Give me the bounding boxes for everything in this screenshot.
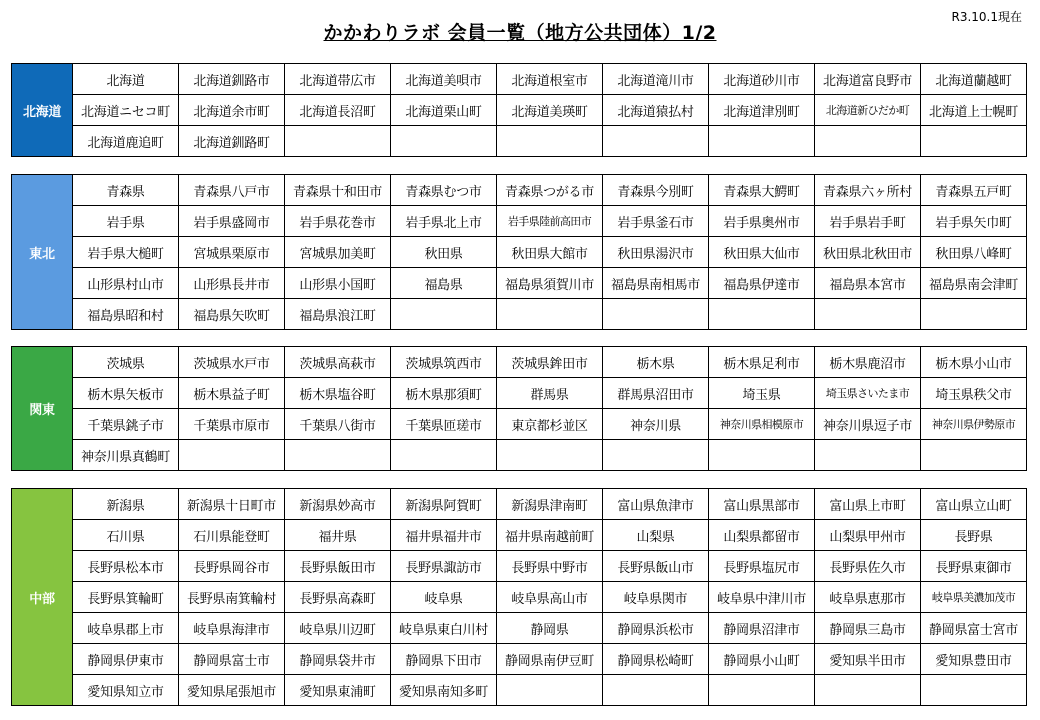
member-cell: 北海道滝川市 [603,64,709,95]
empty-cell [921,675,1027,706]
member-cell: 岩手県 [73,206,179,237]
table-row [12,409,1027,440]
empty-cell [815,675,921,706]
member-cell: 長野県飯山市 [603,551,709,582]
member-cell: 秋田県大館市 [497,237,603,268]
member-cell: 秋田県 [391,237,497,268]
member-cell: 神奈川県真鶴町 [73,440,179,471]
member-cell: 富山県黒部市 [709,489,815,520]
member-cell: 静岡県松崎町 [603,644,709,675]
member-cell: 岐阜県高山市 [497,582,603,613]
member-cell: 青森県つがる市 [497,175,603,206]
as-of-date: R3.10.1現在 [951,10,1022,24]
empty-cell [921,440,1027,471]
member-cell: 栃木県那須町 [391,378,497,409]
member-cell: 北海道ニセコ町 [73,95,179,126]
member-cell: 青森県六ヶ所村 [815,175,921,206]
member-cell: 北海道砂川市 [709,64,815,95]
member-cell: 岩手県釜石市 [603,206,709,237]
table-row [12,613,1027,644]
member-cell: 栃木県鹿沼市 [815,347,921,378]
member-cell: 北海道鹿追町 [73,126,179,157]
member-cell: 静岡県 [497,613,603,644]
member-cell: 東京都杉並区 [497,409,603,440]
member-cell: 岐阜県中津川市 [709,582,815,613]
member-cell: 千葉県銚子市 [73,409,179,440]
member-cell: 秋田県八峰町 [921,237,1027,268]
table-row [12,520,1027,551]
region-table-chubu [11,488,1027,706]
member-cell: 静岡県富士市 [179,644,285,675]
member-cell: 青森県 [73,175,179,206]
empty-cell [815,126,921,157]
member-cell: 北海道上士幌町 [921,95,1027,126]
table-row [12,64,1027,95]
member-cell: 山梨県甲州市 [815,520,921,551]
member-cell: 福島県須賀川市 [497,268,603,299]
member-cell: 青森県十和田市 [285,175,391,206]
empty-cell [391,299,497,330]
member-cell: 長野県高森町 [285,582,391,613]
table-row [12,675,1027,706]
member-cell: 埼玉県秩父市 [921,378,1027,409]
member-cell: 北海道栗山町 [391,95,497,126]
region-table-hokkaido [11,63,1027,157]
member-cell: 茨城県 [73,347,179,378]
member-cell: 秋田県大仙市 [709,237,815,268]
member-cell: 新潟県 [73,489,179,520]
member-cell: 山梨県 [603,520,709,551]
table-row [12,347,1027,378]
member-cell: 福島県南相馬市 [603,268,709,299]
table-row [12,299,1027,330]
member-cell: 神奈川県 [603,409,709,440]
empty-cell [709,675,815,706]
region-label-chubu: 中部 [12,489,73,706]
member-cell: 福島県伊達市 [709,268,815,299]
member-cell: 山形県小国町 [285,268,391,299]
member-cell: 静岡県浜松市 [603,613,709,644]
member-cell: 神奈川県逗子市 [815,409,921,440]
member-cell: 北海道津別町 [709,95,815,126]
member-cell: 秋田県湯沢市 [603,237,709,268]
table-row [12,175,1027,206]
member-cell: 北海道長沼町 [285,95,391,126]
empty-cell [921,299,1027,330]
member-cell: 宮城県栗原市 [179,237,285,268]
table-row [12,378,1027,409]
member-cell: 静岡県小山町 [709,644,815,675]
empty-cell [497,126,603,157]
member-cell: 岐阜県郡上市 [73,613,179,644]
member-cell: 静岡県三島市 [815,613,921,644]
table-row [12,95,1027,126]
empty-cell [391,126,497,157]
empty-cell [497,299,603,330]
empty-cell [603,440,709,471]
member-cell: 静岡県伊東市 [73,644,179,675]
region-label-tohoku: 東北 [12,175,73,330]
member-cell: 長野県中野市 [497,551,603,582]
member-cell: 茨城県高萩市 [285,347,391,378]
member-cell: 北海道根室市 [497,64,603,95]
member-cell: 長野県南箕輪村 [179,582,285,613]
member-cell: 北海道釧路市 [179,64,285,95]
member-cell: 岩手県陸前高田市 [497,206,603,237]
member-cell: 北海道美瑛町 [497,95,603,126]
member-cell: 山形県長井市 [179,268,285,299]
member-cell: 茨城県筑西市 [391,347,497,378]
member-cell: 北海道余市町 [179,95,285,126]
member-cell: 千葉県匝瑳市 [391,409,497,440]
member-cell: 北海道富良野市 [815,64,921,95]
empty-cell [179,440,285,471]
member-cell: 岐阜県美濃加茂市 [921,582,1027,613]
member-cell: 新潟県十日町市 [179,489,285,520]
member-cell: 岐阜県海津市 [179,613,285,644]
member-cell: 岩手県花巻市 [285,206,391,237]
member-cell: 富山県立山町 [921,489,1027,520]
member-cell: 長野県 [921,520,1027,551]
member-cell: 岐阜県関市 [603,582,709,613]
member-cell: 新潟県津南町 [497,489,603,520]
member-cell: 福島県昭和村 [73,299,179,330]
empty-cell [497,675,603,706]
page-title: かかわりラボ 会員一覧（地方公共団体）1/2 [323,22,717,44]
empty-cell [709,126,815,157]
member-cell: 群馬県 [497,378,603,409]
member-cell: 北海道新ひだか町 [815,95,921,126]
member-cell: 山梨県都留市 [709,520,815,551]
member-cell: 岐阜県恵那市 [815,582,921,613]
member-cell: 秋田県北秋田市 [815,237,921,268]
table-row [12,126,1027,157]
empty-cell [815,440,921,471]
member-cell: 福井県福井市 [391,520,497,551]
empty-cell [285,440,391,471]
member-cell: 岐阜県 [391,582,497,613]
region-table-tohoku [11,174,1027,330]
member-cell: 石川県 [73,520,179,551]
table-row [12,440,1027,471]
member-cell: 群馬県沼田市 [603,378,709,409]
member-cell: 長野県佐久市 [815,551,921,582]
member-cell: 岩手県矢巾町 [921,206,1027,237]
table-row [12,206,1027,237]
table-row [12,644,1027,675]
member-cell: 岐阜県川辺町 [285,613,391,644]
member-cell: 長野県東御市 [921,551,1027,582]
table-row [12,237,1027,268]
empty-cell [285,126,391,157]
empty-cell [603,299,709,330]
member-cell: 新潟県阿賀町 [391,489,497,520]
member-cell: 福井県 [285,520,391,551]
member-cell: 山形県村山市 [73,268,179,299]
region-table-kanto [11,346,1027,471]
region-label-kanto: 関東 [12,347,73,471]
member-cell: 石川県能登町 [179,520,285,551]
empty-cell [603,126,709,157]
empty-cell [603,675,709,706]
member-cell: 長野県松本市 [73,551,179,582]
member-cell: 富山県上市町 [815,489,921,520]
member-cell: 岩手県岩手町 [815,206,921,237]
member-cell: 長野県諏訪市 [391,551,497,582]
member-cell: 静岡県袋井市 [285,644,391,675]
region-label-hokkaido: 北海道 [12,64,73,157]
member-cell: 栃木県 [603,347,709,378]
empty-cell [815,299,921,330]
member-cell: 北海道猿払村 [603,95,709,126]
member-cell: 岩手県奥州市 [709,206,815,237]
member-cell: 青森県大鰐町 [709,175,815,206]
member-cell: 埼玉県 [709,378,815,409]
member-cell: 北海道蘭越町 [921,64,1027,95]
member-cell: 埼玉県さいたま市 [815,378,921,409]
member-cell: 福島県矢吹町 [179,299,285,330]
member-cell: 栃木県足利市 [709,347,815,378]
member-cell: 茨城県鉾田市 [497,347,603,378]
member-cell: 静岡県南伊豆町 [497,644,603,675]
member-cell: 新潟県妙高市 [285,489,391,520]
member-cell: 長野県塩尻市 [709,551,815,582]
table-row [12,551,1027,582]
member-cell: 千葉県市原市 [179,409,285,440]
table-row [12,268,1027,299]
member-cell: 福井県南越前町 [497,520,603,551]
empty-cell [709,440,815,471]
table-row [12,489,1027,520]
member-cell: 福島県南会津町 [921,268,1027,299]
member-cell: 栃木県矢板市 [73,378,179,409]
member-cell: 栃木県塩谷町 [285,378,391,409]
empty-cell [921,126,1027,157]
member-cell: 栃木県小山市 [921,347,1027,378]
table-row [12,582,1027,613]
member-cell: 神奈川県伊勢原市 [921,409,1027,440]
member-cell: 岩手県大槌町 [73,237,179,268]
member-cell: 青森県八戸市 [179,175,285,206]
member-cell: 長野県箕輪町 [73,582,179,613]
member-cell: 岩手県北上市 [391,206,497,237]
empty-cell [391,440,497,471]
member-cell: 岐阜県東白川村 [391,613,497,644]
member-cell: 宮城県加美町 [285,237,391,268]
member-cell: 北海道釧路町 [179,126,285,157]
member-cell: 青森県むつ市 [391,175,497,206]
member-cell: 岩手県盛岡市 [179,206,285,237]
member-cell: 福島県 [391,268,497,299]
member-cell: 愛知県豊田市 [921,644,1027,675]
member-cell: 愛知県尾張旭市 [179,675,285,706]
member-cell: 北海道帯広市 [285,64,391,95]
member-cell: 静岡県下田市 [391,644,497,675]
member-cell: 福島県本宮市 [815,268,921,299]
empty-cell [709,299,815,330]
member-cell: 愛知県半田市 [815,644,921,675]
member-cell: 青森県今別町 [603,175,709,206]
member-cell: 神奈川県相模原市 [709,409,815,440]
member-cell: 静岡県沼津市 [709,613,815,644]
member-cell: 愛知県南知多町 [391,675,497,706]
member-cell: 富山県魚津市 [603,489,709,520]
member-cell: 福島県浪江町 [285,299,391,330]
member-cell: 青森県五戸町 [921,175,1027,206]
member-cell: 茨城県水戸市 [179,347,285,378]
member-cell: 長野県岡谷市 [179,551,285,582]
member-cell: 愛知県東浦町 [285,675,391,706]
member-cell: 愛知県知立市 [73,675,179,706]
empty-cell [497,440,603,471]
member-cell: 静岡県富士宮市 [921,613,1027,644]
member-cell: 栃木県益子町 [179,378,285,409]
member-cell: 千葉県八街市 [285,409,391,440]
member-cell: 北海道 [73,64,179,95]
member-cell: 北海道美唄市 [391,64,497,95]
member-cell: 長野県飯田市 [285,551,391,582]
